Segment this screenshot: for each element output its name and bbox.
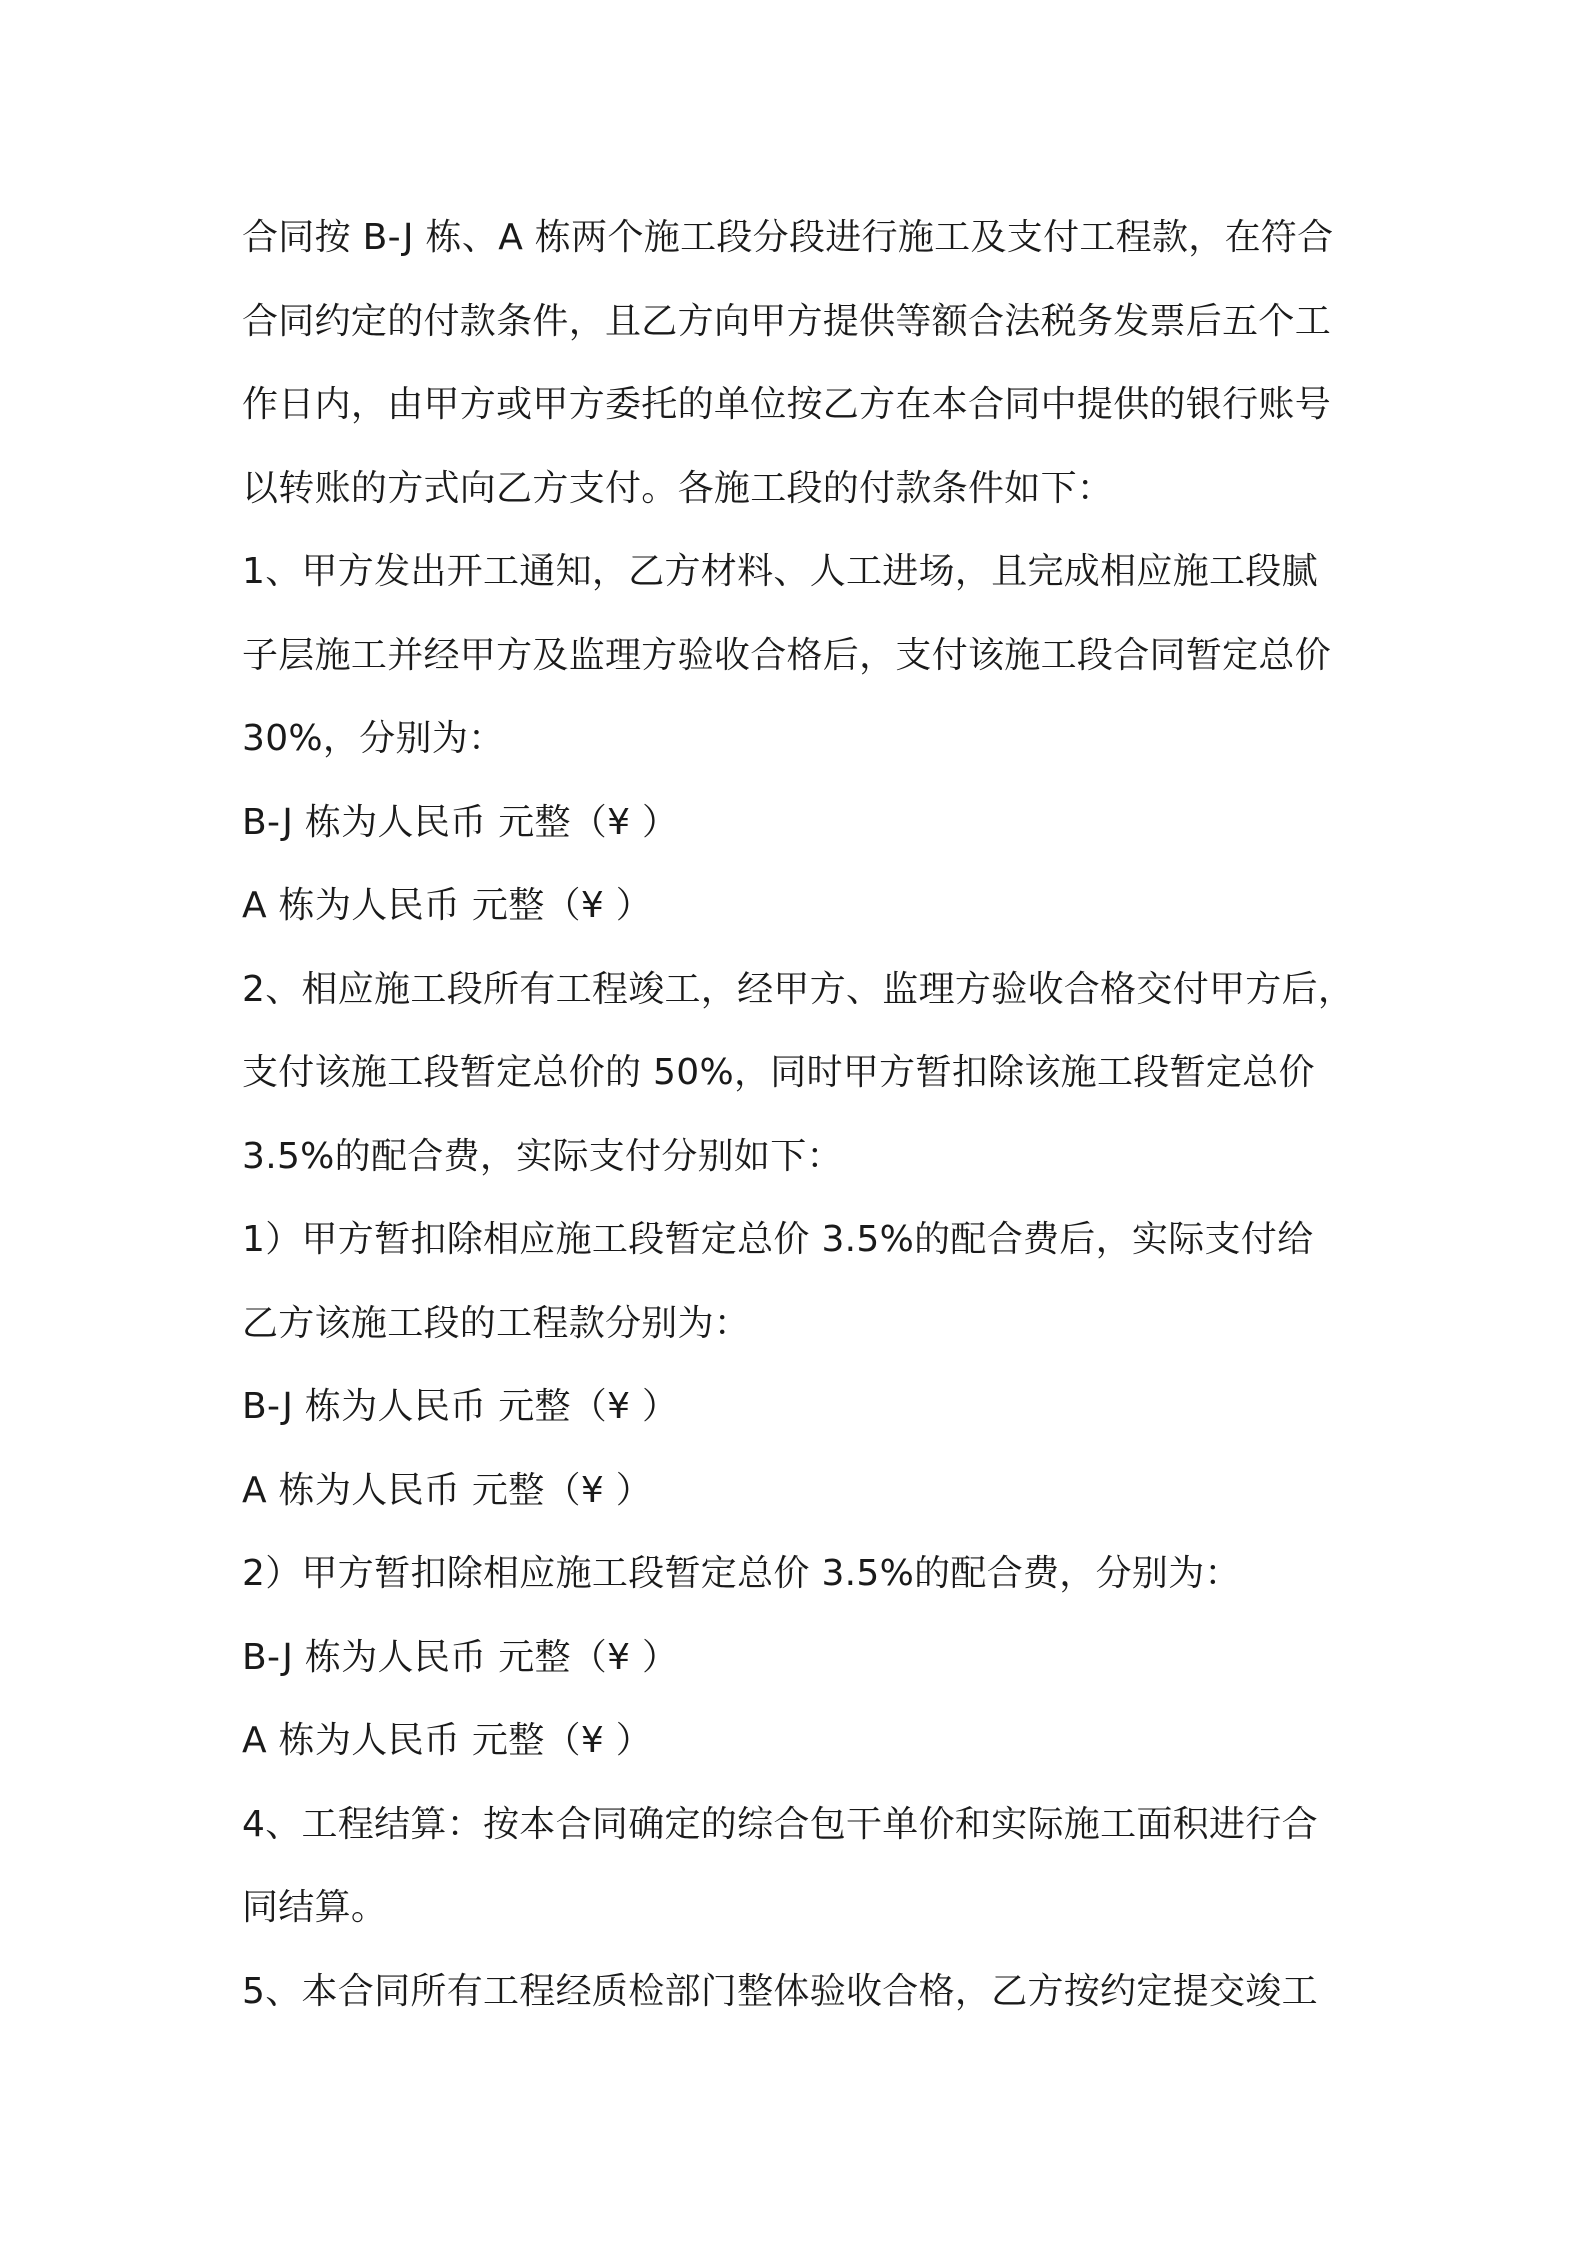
text-line: B-J 栋为人民币 元整（¥ ） bbox=[242, 1636, 679, 1678]
text-line: 以转账的方式向乙方支付。各施工段的付款条件如下： bbox=[242, 467, 1114, 509]
text-line: 2）甲方暂扣除相应施工段暂定总价 3.5%的配合费，分别为： bbox=[242, 1553, 1241, 1594]
text-line: B-J 栋为人民币 元整（¥ ） bbox=[242, 801, 679, 843]
text-line: 作日内，由甲方或甲方委托的单位按乙方在本合同中提供的银行账号 bbox=[242, 384, 1332, 425]
text-line: 3.5%的配合费，实际支付分别如下： bbox=[242, 1135, 843, 1177]
text-line: B-J 栋为人民币 元整（¥ ） bbox=[242, 1386, 679, 1427]
text-line: 合同按 B-J 栋、A 栋两个施工段分段进行施工及支付工程款，在符合 bbox=[242, 217, 1334, 258]
document-body bbox=[242, 196, 1357, 2033]
text-line: 乙方该施工段的工程款分别为： bbox=[242, 1302, 751, 1344]
text-line: 2、相应施工段所有工程竣工，经甲方、监理方验收合格交付甲方后， bbox=[242, 968, 1355, 1010]
text-line: A 栋为人民币 元整（¥ ） bbox=[242, 1469, 653, 1511]
text-line: 30%，分别为： bbox=[242, 718, 505, 759]
text-line: 支付该施工段暂定总价的 50%，同时甲方暂扣除该施工段暂定总价 bbox=[242, 1052, 1315, 1093]
text-line: 1）甲方暂扣除相应施工段暂定总价 3.5%的配合费后，实际支付给 bbox=[242, 1219, 1314, 1260]
text-line: 同结算。 bbox=[242, 1887, 388, 1928]
text-line: 子层施工并经甲方及监理方验收合格后，支付该施工段合同暂定总价 bbox=[242, 634, 1332, 676]
text-line: 5、本合同所有工程经质检部门整体验收合格，乙方按约定提交竣工 bbox=[242, 1970, 1318, 2012]
text-line: 合同约定的付款条件，且乙方向甲方提供等额合法税务发票后五个工 bbox=[242, 300, 1332, 342]
text-line: A 栋为人民币 元整（¥ ） bbox=[242, 885, 653, 926]
text-line: 4、工程结算：按本合同确定的综合包干单价和实际施工面积进行合 bbox=[242, 1803, 1318, 1845]
text-line: A 栋为人民币 元整（¥ ） bbox=[242, 1720, 653, 1761]
text-line: 1、甲方发出开工通知，乙方材料、人工进场，且完成相应施工段腻 bbox=[242, 551, 1318, 592]
